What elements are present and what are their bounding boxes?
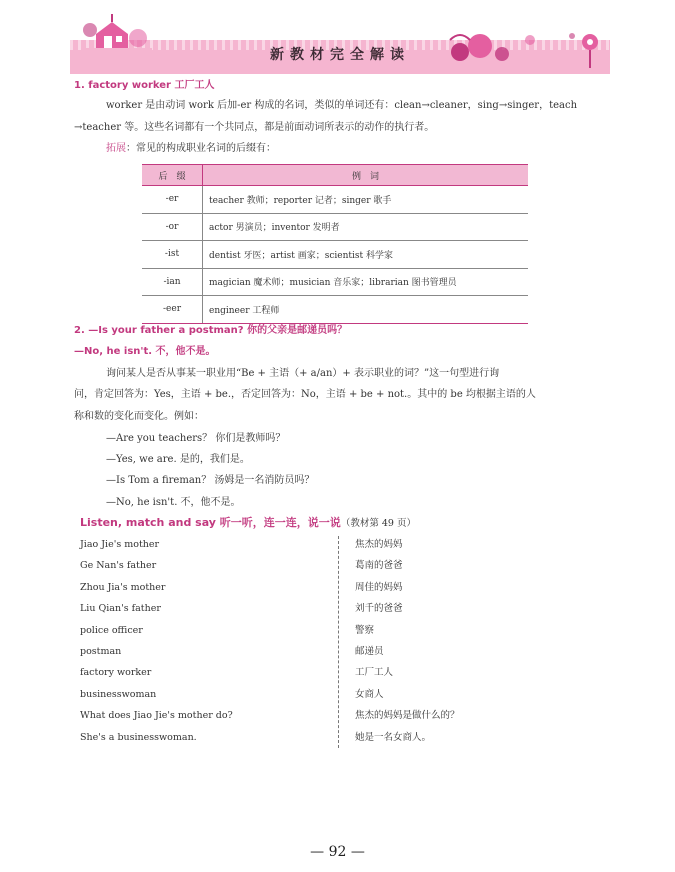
table-row [142, 296, 528, 324]
extend-label: 拓展 [106, 143, 126, 154]
extend-line [106, 142, 276, 155]
list-item: 女商人 [355, 688, 384, 700]
floral-decoration-icon [440, 26, 550, 66]
list-item: 焦杰的妈妈是做什么的？ [355, 710, 460, 722]
list-item: Jiao Jie's mother [80, 539, 160, 550]
table-row [142, 186, 528, 214]
table-cell-examples: teacher 教师；reporter 记者；singer 歌手 [203, 186, 529, 214]
list-item: 周佳的妈妈 [355, 581, 403, 593]
list-item: 葛南的爸爸 [355, 560, 403, 572]
table-cell-suffix: -er [142, 186, 203, 214]
section1-body-line2: →teacher 等。这些名词都有一个共同点，都是前面动词所表示的动作的执行者。 [74, 122, 435, 133]
table-cell-suffix: -ist [142, 241, 203, 269]
section2-body-line2: 问，肯定回答为：Yes，主语 + be.，否定回答为：No，主语 + be + not.。其中的 be 均根据主语的人 [74, 389, 536, 400]
section1-body-line1: worker 是由动词 work 后加-er 构成的名词，类似的单词还有：clean→cleaner，sing→singer，teach [106, 100, 578, 111]
list-item: 刘千的爸爸 [355, 603, 403, 615]
section2-body-line3: 称和数的变化而变化。例如： [74, 411, 204, 422]
suffix-table [142, 164, 528, 324]
table-cell-examples: actor 男演员；inventor 发明者 [203, 213, 529, 241]
column-divider [338, 536, 339, 748]
example-line: —Yes, we are. 是的，我们是。 [106, 454, 250, 465]
list-item: 邮递员 [355, 645, 384, 657]
list-item: What does Jiao Jie's mother do? [80, 710, 233, 722]
extend-text: ：常见的构成职业名词的后缀有： [126, 143, 276, 154]
list-item: businesswoman [80, 688, 157, 700]
list-item: 焦杰的妈妈 [355, 539, 403, 550]
table-header-row [142, 165, 528, 186]
section2-heading-question: 2. —Is your father a postman? 你的父亲是邮递员吗？ [74, 325, 348, 336]
flower-decoration-icon [560, 28, 608, 68]
list-item: police officer [80, 624, 143, 636]
list-item: 警察 [355, 624, 375, 636]
example-line: —Is Tom a fireman？ 汤姆是一名消防员吗？ [106, 475, 315, 486]
section1-heading: 1. factory worker 工厂工人 [74, 80, 215, 91]
listen-note: （教材第 49 页） [340, 518, 416, 529]
table-cell-examples: magician 魔术师；musician 音乐家；librarian 图书管理员 [203, 268, 529, 296]
list-item: postman [80, 645, 122, 657]
table-row [142, 213, 528, 241]
example-line: —Are you teachers？ 你们是教师吗？ [106, 433, 286, 444]
list-item: 工厂工人 [355, 667, 394, 679]
list-item: Zhou Jia's mother [80, 581, 166, 593]
list-item: Ge Nan's father [80, 560, 157, 572]
table-header-suffix: 后 缀 [142, 165, 203, 186]
table-row [142, 241, 528, 269]
table-cell-suffix: -or [142, 213, 203, 241]
listen-title-line [80, 516, 416, 531]
listen-title: Listen, match and say 听一听，连一连，说一说 [80, 516, 341, 529]
list-item: Liu Qian's father [80, 603, 161, 615]
page-header-title: 新教材完全解读 [270, 47, 410, 63]
table-cell-examples: dentist 牙医；artist 画家；scientist 科学家 [203, 241, 529, 269]
table-cell-suffix: -ian [142, 268, 203, 296]
house-decoration-icon [82, 14, 152, 62]
match-right-column [355, 534, 460, 748]
table-header-examples: 例 词 [203, 165, 529, 186]
list-item: She's a businesswoman. [80, 731, 197, 743]
table-cell-examples: engineer 工程师 [203, 296, 529, 324]
section2-heading-answer: —No, he isn't. 不，他不是。 [74, 346, 216, 357]
example-line: —No, he isn't. 不，他不是。 [106, 497, 241, 508]
table-row [142, 268, 528, 296]
match-left-column [80, 534, 233, 748]
table-cell-suffix: -eer [142, 296, 203, 324]
section2-body-line1: 询问某人是否从事某一职业用“Be + 主语（+ a/an）+ 表示职业的词？”这一句型进行询 [106, 368, 500, 379]
list-item: 她是一名女商人。 [355, 731, 432, 743]
list-item: factory worker [80, 667, 152, 679]
page-number: — 92 — [310, 844, 365, 860]
